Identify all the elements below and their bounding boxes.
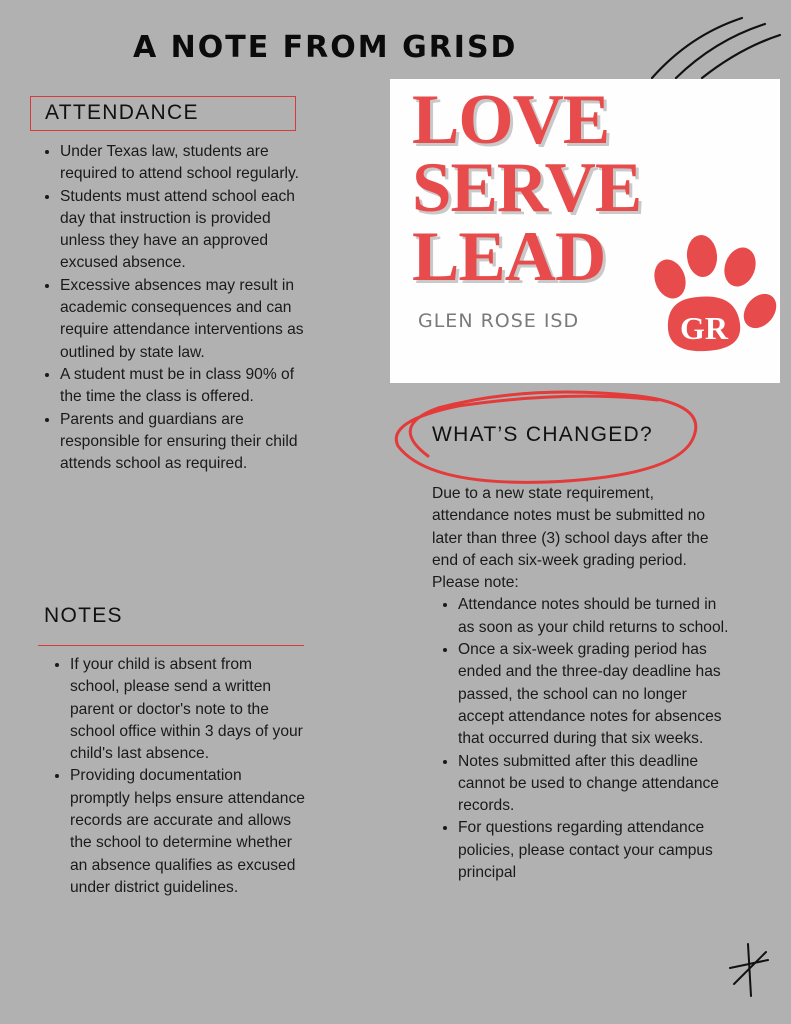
logo-line-love: LOVE <box>412 81 610 159</box>
attendance-heading-text: ATTENDANCE <box>45 101 199 124</box>
whats-changed-body <box>432 483 732 884</box>
attendance-heading <box>30 96 296 131</box>
list-item: • Parents and guardians are responsible for ensuring their child attends school as required. <box>60 409 315 476</box>
please-note-label: Please note: <box>432 574 519 592</box>
logo-subtitle: GLEN ROSE ISD <box>418 310 580 332</box>
whats-changed-intro: Due to a new state requirement, attendance notes must be submitted no later than three (3) school days after the end of each six-week grading period. <box>432 485 709 569</box>
paw-print-icon <box>648 229 778 359</box>
list-item: • Notes submitted after this deadline cannot be used to change attendance records. <box>458 751 732 818</box>
decorative-strokes <box>640 10 790 90</box>
sparkle-star-icon <box>726 940 772 1000</box>
whats-changed-heading: WHAT’S CHANGED? <box>432 423 653 446</box>
notes-divider <box>38 645 304 646</box>
monogram-text: GR <box>680 310 728 346</box>
list-item: • Students must attend school each day that instruction is provided unless they have an approved excused absence. <box>60 186 315 275</box>
list-item: • Attendance notes should be turned in as soon as your child returns to school. <box>458 594 732 639</box>
list-item: • Excessive absences may result in academic consequences and can require attendance interventions as outlined by state law. <box>60 275 315 364</box>
notes-heading: NOTES <box>44 604 123 627</box>
list-item: • Once a six-week grading period has ended and the three-day deadline has passed, the school can no longer accept attendance notes for absences that occurred during that six weeks. <box>458 639 732 750</box>
list-item: • If your child is absent from school, please send a written parent or doctor's note to the school office within 3 days of your child's last absence. <box>70 654 305 765</box>
notes-list <box>40 654 305 899</box>
list-item: • A student must be in class 90% of the time the class is offered. <box>60 364 315 409</box>
list-item: • For questions regarding attendance policies, please contact your campus principal <box>458 817 732 884</box>
love-serve-lead-logo <box>390 79 780 383</box>
logo-line-lead: LEAD <box>412 218 606 296</box>
logo-line-serve: SERVE <box>412 149 642 227</box>
list-item: • Under Texas law, students are required to attend school regularly. <box>60 141 315 186</box>
page-title: A NOTE FROM GRISD <box>133 30 518 65</box>
attendance-list <box>30 141 315 475</box>
list-item: • Providing documentation promptly helps ensure attendance records are accurate and allows the school to determine whether an absence qualifies as excused under district guidelines. <box>70 765 305 899</box>
